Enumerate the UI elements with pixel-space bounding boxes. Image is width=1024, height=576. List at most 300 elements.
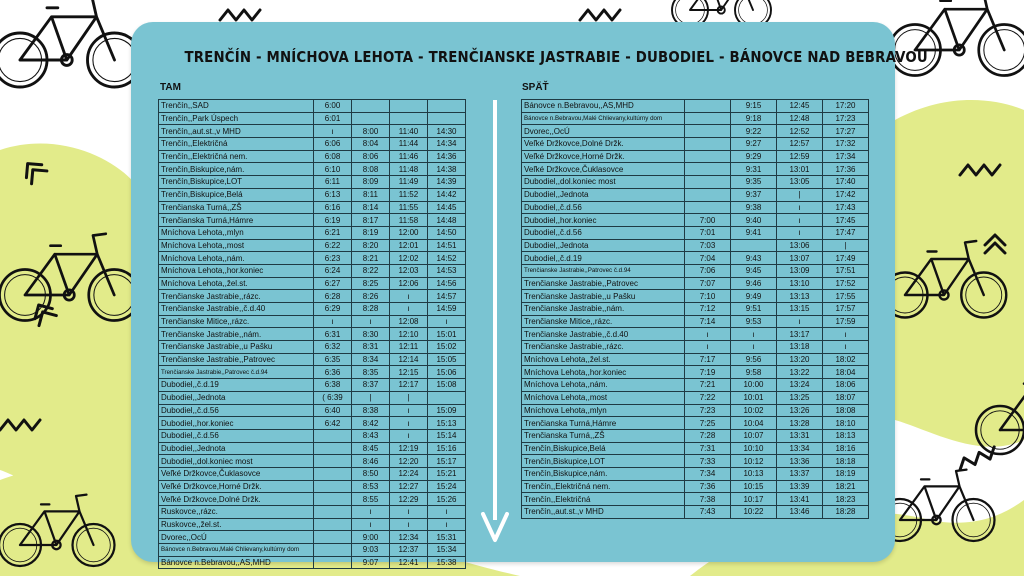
departure-time-cell: ı [777, 315, 823, 328]
departure-time-cell: 7:00 [685, 214, 731, 227]
departure-time-cell: 12:17 [390, 379, 428, 392]
departure-time-cell: 7:01 [685, 226, 731, 239]
stop-name-cell: Trenčianske Jastrabie,,rázc. [522, 341, 685, 354]
departure-time-cell: 15:05 [428, 353, 466, 366]
stop-name-cell: Dubodiel,,č.d.56 [522, 226, 685, 239]
departure-time-cell: 8:55 [352, 493, 390, 506]
table-row [522, 188, 869, 201]
stop-name-cell: Mníchova Lehota,,nám. [522, 379, 685, 392]
departure-time-cell: 12:11 [390, 341, 428, 354]
table-row [159, 353, 466, 366]
table-row [522, 391, 869, 404]
stop-name-cell: Dubodiel,,hor.koniec [522, 214, 685, 227]
departure-time-cell: 18:19 [823, 467, 869, 480]
stop-name-cell: Veľké Držkovce,Dolné Držk. [522, 138, 685, 151]
departure-time-cell: 17:52 [823, 277, 869, 290]
stop-name-cell: Trenčianske Jastrabie,,č.d.40 [522, 328, 685, 341]
departure-time-cell: 7:43 [685, 506, 731, 519]
departure-time-cell [314, 506, 352, 519]
stop-name-cell: Dubodiel,,Jednota [522, 188, 685, 201]
table-row [522, 163, 869, 176]
departure-time-cell [685, 150, 731, 163]
departure-time-cell: 9:18 [731, 112, 777, 125]
departure-time-cell: 15:13 [428, 417, 466, 430]
departure-time-cell: 12:14 [390, 353, 428, 366]
stop-name-cell: Trenčianske Jastrabie,,Patrovec č.d.94 [159, 366, 314, 379]
departure-time-cell: 12:37 [390, 544, 428, 557]
departure-time-cell: 18:04 [823, 366, 869, 379]
departure-time-cell: 8:08 [352, 163, 390, 176]
timetable-tam [158, 99, 466, 569]
departure-time-cell: 8:30 [352, 328, 390, 341]
departure-time-cell: 15:02 [428, 341, 466, 354]
departure-time-cell: 14:45 [428, 201, 466, 214]
departure-time-cell: | [390, 391, 428, 404]
table-row [522, 328, 869, 341]
departure-time-cell: 14:52 [428, 252, 466, 265]
table-row [159, 480, 466, 493]
departure-time-cell: 9:58 [731, 366, 777, 379]
departure-time-cell: 17:51 [823, 264, 869, 277]
departure-time-cell: ı [777, 226, 823, 239]
table-row [522, 226, 869, 239]
table-row [522, 290, 869, 303]
departure-time-cell: 15:38 [428, 556, 466, 569]
table-row [159, 290, 466, 303]
departure-time-cell: 6:19 [314, 214, 352, 227]
stop-name-cell: Dubodiel,,č.d.56 [159, 429, 314, 442]
departure-time-cell: 8:26 [352, 290, 390, 303]
stop-name-cell: Dvorec,,OcÚ [522, 125, 685, 138]
stop-name-cell: Trenčianska Turná,,ZŠ [159, 201, 314, 214]
departure-time-cell: 17:47 [823, 226, 869, 239]
departure-time-cell [685, 112, 731, 125]
table-row [159, 493, 466, 506]
departure-time-cell: 7:12 [685, 303, 731, 316]
departure-time-cell: 17:45 [823, 214, 869, 227]
departure-time-cell: 8:06 [352, 150, 390, 163]
departure-time-cell: 10:00 [731, 379, 777, 392]
departure-time-cell: 8:04 [352, 138, 390, 151]
departure-time-cell: 8:53 [352, 480, 390, 493]
departure-time-cell: 13:26 [777, 404, 823, 417]
departure-time-cell: 6:42 [314, 417, 352, 430]
stop-name-cell: Veľké Držkovce,Horné Držk. [522, 150, 685, 163]
section-label-tam: TAM [160, 82, 181, 93]
departure-time-cell [428, 100, 466, 113]
departure-time-cell [314, 480, 352, 493]
departure-time-cell: 18:13 [823, 429, 869, 442]
departure-time-cell: 12:01 [390, 239, 428, 252]
table-row [159, 531, 466, 544]
departure-time-cell: 13:22 [777, 366, 823, 379]
departure-time-cell: 9:00 [352, 531, 390, 544]
departure-time-cell: ı [777, 201, 823, 214]
stop-name-cell: Trenčín,,Električná [522, 493, 685, 506]
departure-time-cell: ı [352, 506, 390, 519]
stop-name-cell: Trenčín,Biskupice,Belá [522, 442, 685, 455]
departure-time-cell: 15:31 [428, 531, 466, 544]
table-row [522, 353, 869, 366]
table-row [522, 429, 869, 442]
table-row [159, 417, 466, 430]
stop-name-cell: Dubodiel,,Jednota [522, 239, 685, 252]
departure-time-cell: 9:35 [731, 176, 777, 189]
stop-name-cell: Veľké Držkovce,Horné Držk. [159, 480, 314, 493]
departure-time-cell: 12:59 [777, 150, 823, 163]
departure-time-cell: 7:21 [685, 379, 731, 392]
departure-time-cell [314, 544, 352, 557]
departure-time-cell: 17:57 [823, 303, 869, 316]
stop-name-cell: Mníchova Lehota,,žel.st. [522, 353, 685, 366]
departure-time-cell: 11:40 [390, 125, 428, 138]
table-row [159, 176, 466, 189]
stop-name-cell: Trenčianske Jastrabie,,č.d.40 [159, 303, 314, 316]
departure-time-cell: 18:08 [823, 404, 869, 417]
departure-time-cell: 9:51 [731, 303, 777, 316]
departure-time-cell: 8:45 [352, 442, 390, 455]
departure-time-cell: 17:36 [823, 163, 869, 176]
departure-time-cell: ı [823, 341, 869, 354]
table-row [159, 188, 466, 201]
departure-time-cell: 8:00 [352, 125, 390, 138]
departure-time-cell [390, 100, 428, 113]
departure-time-cell: 6:13 [314, 188, 352, 201]
stop-name-cell: Bánovce n.Bebravou,Malé Chlievany,kultúrny dom [159, 544, 314, 557]
departure-time-cell [685, 163, 731, 176]
departure-time-cell: | [777, 188, 823, 201]
departure-time-cell: 14:51 [428, 239, 466, 252]
table-row [159, 226, 466, 239]
departure-time-cell: 7:10 [685, 290, 731, 303]
departure-time-cell: 6:08 [314, 150, 352, 163]
departure-time-cell: 6:22 [314, 239, 352, 252]
departure-time-cell: ı [390, 290, 428, 303]
departure-time-cell: 12:34 [390, 531, 428, 544]
departure-time-cell [685, 138, 731, 151]
departure-time-cell: 11:44 [390, 138, 428, 151]
table-row [522, 341, 869, 354]
departure-time-cell: 14:39 [428, 176, 466, 189]
stop-name-cell: Trenčianske Mitice,,rázc. [159, 315, 314, 328]
departure-time-cell: 8:31 [352, 341, 390, 354]
departure-time-cell: 13:20 [777, 353, 823, 366]
stop-name-cell: Trenčianske Jastrabie,,Patrovec [522, 277, 685, 290]
table-row [159, 138, 466, 151]
departure-time-cell: ı [685, 328, 731, 341]
departure-time-cell: 6:01 [314, 112, 352, 125]
departure-time-cell: 8:19 [352, 226, 390, 239]
departure-time-cell [314, 442, 352, 455]
departure-time-cell: 7:07 [685, 277, 731, 290]
departure-time-cell: ı [390, 404, 428, 417]
departure-time-cell: 6:00 [314, 100, 352, 113]
departure-time-cell: 12:02 [390, 252, 428, 265]
stop-name-cell: Trenčianske Jastrabie,,rázc. [159, 290, 314, 303]
table-row [159, 404, 466, 417]
departure-time-cell: 13:37 [777, 467, 823, 480]
departure-time-cell: 13:17 [777, 328, 823, 341]
stop-name-cell: Trenčín,,SAD [159, 100, 314, 113]
departure-time-cell: 8:46 [352, 455, 390, 468]
table-row [522, 277, 869, 290]
departure-time-cell: ı [314, 315, 352, 328]
stop-name-cell: Trenčianska Turná,,ZŠ [522, 429, 685, 442]
stop-name-cell: Trenčianska Turná,Hámre [159, 214, 314, 227]
table-row [522, 176, 869, 189]
departure-time-cell: 14:57 [428, 290, 466, 303]
stop-name-cell: Trenčín,,Park Úspech [159, 112, 314, 125]
departure-time-cell: 9:38 [731, 201, 777, 214]
table-row [159, 163, 466, 176]
stop-name-cell: Mníchova Lehota,,mlyn [159, 226, 314, 239]
table-row [522, 404, 869, 417]
departure-time-cell: ı [352, 315, 390, 328]
departure-time-cell: 14:42 [428, 188, 466, 201]
stop-name-cell: Mníchova Lehota,,most [522, 391, 685, 404]
stop-name-cell: Ruskovce,,rázc. [159, 506, 314, 519]
stop-name-cell: Trenčianske Jastrabie,,Patrovec [159, 353, 314, 366]
stop-name-cell: Dubodiel,,Jednota [159, 442, 314, 455]
stop-name-cell: Mníchova Lehota,,most [159, 239, 314, 252]
departure-time-cell: 12:24 [390, 467, 428, 480]
stop-name-cell: Trenčianske Jastrabie,,u Pašku [159, 341, 314, 354]
departure-time-cell: 10:22 [731, 506, 777, 519]
departure-time-cell: 17:49 [823, 252, 869, 265]
stop-name-cell: Mníchova Lehota,,mlyn [522, 404, 685, 417]
departure-time-cell: 15:06 [428, 366, 466, 379]
table-row [522, 100, 869, 113]
departure-time-cell: 11:52 [390, 188, 428, 201]
departure-time-cell: 8:11 [352, 188, 390, 201]
departure-time-cell: 6:29 [314, 303, 352, 316]
departure-time-cell: 12:03 [390, 264, 428, 277]
departure-time-cell: 8:14 [352, 201, 390, 214]
departure-time-cell: 6:40 [314, 404, 352, 417]
departure-time-cell: ı [314, 125, 352, 138]
departure-time-cell: 9:31 [731, 163, 777, 176]
departure-time-cell: 17:59 [823, 315, 869, 328]
departure-time-cell: ı [390, 417, 428, 430]
departure-time-cell: 12:29 [390, 493, 428, 506]
departure-time-cell: 6:16 [314, 201, 352, 214]
departure-time-cell: 8:20 [352, 239, 390, 252]
departure-time-cell: 14:34 [428, 138, 466, 151]
departure-time-cell: 8:09 [352, 176, 390, 189]
departure-time-cell: | [352, 391, 390, 404]
table-row [522, 467, 869, 480]
departure-time-cell: 6:38 [314, 379, 352, 392]
departure-time-cell: 12:48 [777, 112, 823, 125]
departure-time-cell: 6:23 [314, 252, 352, 265]
departure-time-cell [314, 493, 352, 506]
departure-time-cell: ( 6:39 [314, 391, 352, 404]
departure-time-cell: 18:18 [823, 455, 869, 468]
departure-time-cell: 18:16 [823, 442, 869, 455]
departure-time-cell [314, 429, 352, 442]
table-row [159, 518, 466, 531]
down-arrow-icon [480, 100, 510, 544]
departure-time-cell: 12:45 [777, 100, 823, 113]
section-label-spat: SPÄŤ [522, 82, 549, 93]
departure-time-cell [352, 100, 390, 113]
table-row [159, 391, 466, 404]
departure-time-cell: 11:49 [390, 176, 428, 189]
departure-time-cell: 13:15 [777, 303, 823, 316]
departure-time-cell: 18:23 [823, 493, 869, 506]
stop-name-cell: Veľké Držkovce,Dolné Držk. [159, 493, 314, 506]
departure-time-cell: 8:35 [352, 366, 390, 379]
departure-time-cell: 11:48 [390, 163, 428, 176]
departure-time-cell: 9:03 [352, 544, 390, 557]
departure-time-cell: 18:21 [823, 480, 869, 493]
table-row [159, 328, 466, 341]
table-row [159, 150, 466, 163]
departure-time-cell: 17:55 [823, 290, 869, 303]
table-row [159, 315, 466, 328]
departure-time-cell: 10:13 [731, 467, 777, 480]
departure-time-cell: 9:15 [731, 100, 777, 113]
table-row [159, 214, 466, 227]
departure-time-cell: 9:22 [731, 125, 777, 138]
departure-time-cell: 8:28 [352, 303, 390, 316]
departure-time-cell: 13:09 [777, 264, 823, 277]
departure-time-cell: 17:27 [823, 125, 869, 138]
stop-name-cell: Trenčín,,Električná [159, 138, 314, 151]
table-row [522, 493, 869, 506]
departure-time-cell [314, 518, 352, 531]
stop-name-cell: Trenčianske Jastrabie,,Patrovec č.d.94 [522, 264, 685, 277]
stop-name-cell: Dubodiel,,dol.koniec most [159, 455, 314, 468]
departure-time-cell: 12:41 [390, 556, 428, 569]
stop-name-cell: Veľké Držkovce,Čuklasovce [159, 467, 314, 480]
departure-time-cell: 18:07 [823, 391, 869, 404]
departure-time-cell: 8:22 [352, 264, 390, 277]
departure-time-cell: 12:52 [777, 125, 823, 138]
departure-time-cell: 6:27 [314, 277, 352, 290]
departure-time-cell: 17:42 [823, 188, 869, 201]
departure-time-cell: 18:10 [823, 417, 869, 430]
departure-time-cell [731, 239, 777, 252]
timetable-spat [521, 99, 869, 519]
departure-time-cell: 7:25 [685, 417, 731, 430]
table-row [522, 379, 869, 392]
stop-name-cell: Ruskovce,,žel.st. [159, 518, 314, 531]
stop-name-cell: Trenčianske Mitice,,rázc. [522, 315, 685, 328]
departure-time-cell: 13:06 [777, 239, 823, 252]
stop-name-cell: Trenčín,Biskupice,Belá [159, 188, 314, 201]
departure-time-cell: 8:21 [352, 252, 390, 265]
departure-time-cell: 13:34 [777, 442, 823, 455]
table-row [522, 506, 869, 519]
departure-time-cell: 10:12 [731, 455, 777, 468]
departure-time-cell: 11:46 [390, 150, 428, 163]
departure-time-cell: 9:53 [731, 315, 777, 328]
departure-time-cell: 7:33 [685, 455, 731, 468]
departure-time-cell: 12:06 [390, 277, 428, 290]
departure-time-cell: 6:11 [314, 176, 352, 189]
departure-time-cell: 13:39 [777, 480, 823, 493]
departure-time-cell: 9:29 [731, 150, 777, 163]
stop-name-cell: Mníchova Lehota,,nám. [159, 252, 314, 265]
table-row [159, 112, 466, 125]
departure-time-cell: 17:34 [823, 150, 869, 163]
stop-name-cell: Dubodiel,,Jednota [159, 391, 314, 404]
departure-time-cell: 10:04 [731, 417, 777, 430]
departure-time-cell: 13:31 [777, 429, 823, 442]
departure-time-cell [428, 112, 466, 125]
stop-name-cell: Mníchova Lehota,,hor.koniec [159, 264, 314, 277]
departure-time-cell [314, 455, 352, 468]
stop-name-cell: Trenčín,Biskupice,LOT [522, 455, 685, 468]
departure-time-cell: 17:43 [823, 201, 869, 214]
table-row [522, 417, 869, 430]
departure-time-cell: 14:56 [428, 277, 466, 290]
departure-time-cell: 6:32 [314, 341, 352, 354]
table-row [522, 201, 869, 214]
departure-time-cell: 15:09 [428, 404, 466, 417]
departure-time-cell: 7:06 [685, 264, 731, 277]
departure-time-cell: 12:10 [390, 328, 428, 341]
stop-name-cell: Trenčín,,aut.st.,v MHD [522, 506, 685, 519]
departure-time-cell: 7:19 [685, 366, 731, 379]
table-row [159, 556, 466, 569]
departure-time-cell [685, 188, 731, 201]
departure-time-cell [685, 100, 731, 113]
departure-time-cell: 14:53 [428, 264, 466, 277]
departure-time-cell: 6:35 [314, 353, 352, 366]
table-row [522, 252, 869, 265]
departure-time-cell: 13:01 [777, 163, 823, 176]
stop-name-cell: Dubodiel,,č.d.56 [522, 201, 685, 214]
table-row [159, 239, 466, 252]
table-row [522, 112, 869, 125]
stop-name-cell: Mníchova Lehota,,hor.koniec [522, 366, 685, 379]
departure-time-cell: ı [352, 518, 390, 531]
departure-time-cell: 6:36 [314, 366, 352, 379]
departure-time-cell: 13:07 [777, 252, 823, 265]
departure-time-cell: 12:27 [390, 480, 428, 493]
table-row [159, 303, 466, 316]
stop-name-cell: Bánovce n.Bebravou,,AS,MHD [159, 556, 314, 569]
departure-time-cell: 12:15 [390, 366, 428, 379]
departure-time-cell: 12:00 [390, 226, 428, 239]
table-row [522, 125, 869, 138]
table-row [522, 303, 869, 316]
departure-time-cell: 13:05 [777, 176, 823, 189]
departure-time-cell: 13:28 [777, 417, 823, 430]
departure-time-cell: 13:24 [777, 379, 823, 392]
departure-time-cell: 14:48 [428, 214, 466, 227]
departure-time-cell: ı [823, 328, 869, 341]
stop-name-cell: Dubodiel,,dol.koniec most [522, 176, 685, 189]
stop-name-cell: Dubodiel,,č.d.19 [159, 379, 314, 392]
departure-time-cell: 15:26 [428, 493, 466, 506]
stop-name-cell: Trenčín,,Električná nem. [159, 150, 314, 163]
stop-name-cell: Dubodiel,,č.d.19 [522, 252, 685, 265]
departure-time-cell: 13:46 [777, 506, 823, 519]
table-row [522, 480, 869, 493]
stop-name-cell: Dvorec,,OcÚ [159, 531, 314, 544]
departure-time-cell: ı [731, 341, 777, 354]
departure-time-cell: 9:46 [731, 277, 777, 290]
departure-time-cell [314, 531, 352, 544]
departure-time-cell: 10:15 [731, 480, 777, 493]
departure-time-cell: ı [390, 518, 428, 531]
departure-time-cell: 15:24 [428, 480, 466, 493]
departure-time-cell: 7:28 [685, 429, 731, 442]
table-row [159, 277, 466, 290]
